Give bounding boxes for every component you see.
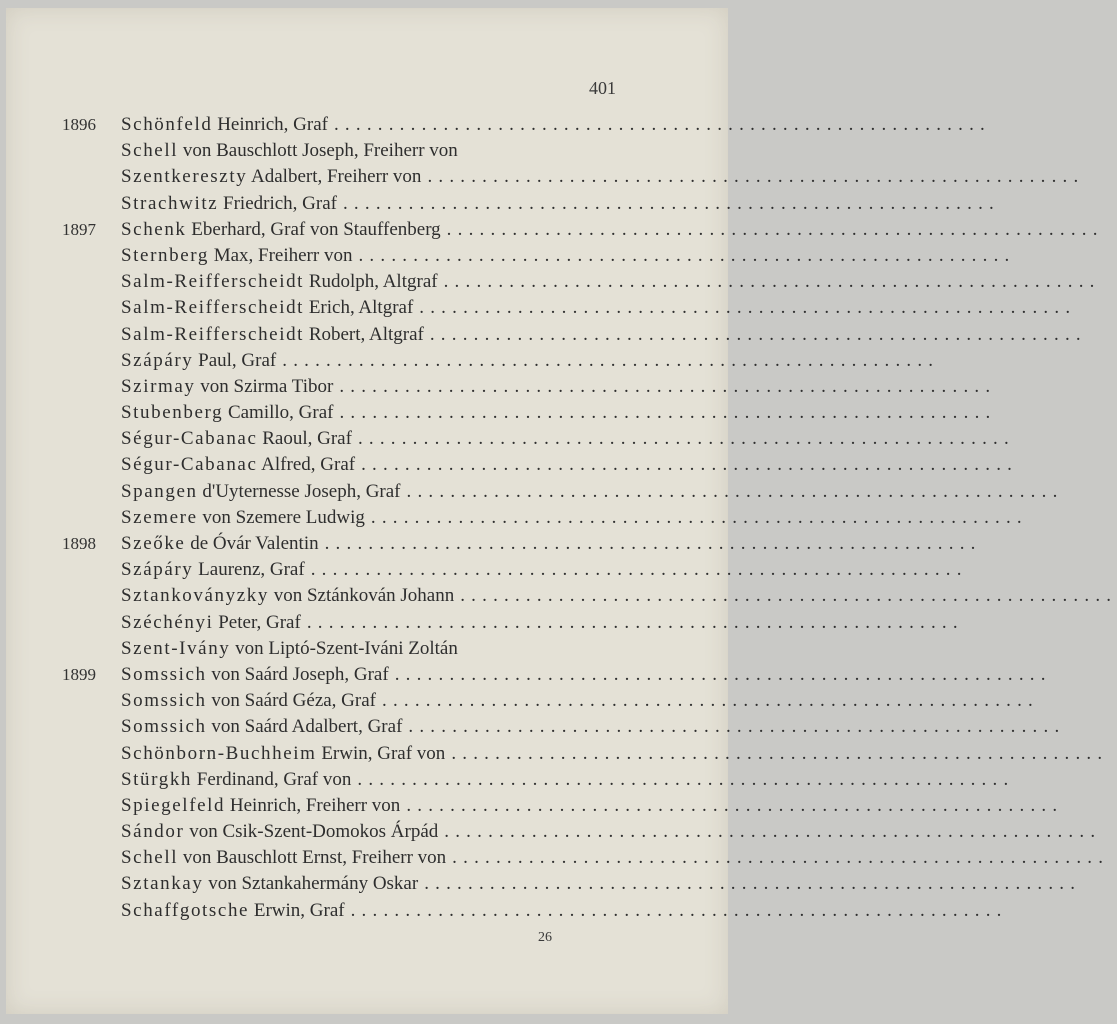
entry-name <box>121 716 402 738</box>
dot-leader: ............................................................ <box>446 218 1104 240</box>
dot-leader: ............................................................ <box>382 690 1039 712</box>
dot-leader: ............................................................ <box>339 402 997 424</box>
entry-surname: Szemere <box>121 506 198 528</box>
entry-surname: Szápáry <box>121 349 194 371</box>
entry-name <box>121 271 438 293</box>
entry-name <box>121 612 301 634</box>
list-item <box>62 559 968 585</box>
entry-surname: Salm-Reifferscheidt <box>121 323 305 345</box>
entry-details: von Szemere Ludwig <box>197 506 365 528</box>
dot-leader: ............................................................ <box>408 716 1066 738</box>
entry-name <box>121 350 276 372</box>
list-item <box>62 638 622 664</box>
list-item <box>62 873 1082 899</box>
entry-surname: Schaffgotsche <box>121 899 250 921</box>
dot-leader: ............................................................ <box>324 533 982 554</box>
list-item <box>62 114 991 140</box>
list-item <box>62 297 1077 323</box>
entry-surname: Szirmay <box>121 375 196 397</box>
entry-details: von Csik-Szent-Domokos Árpád <box>184 821 439 843</box>
list-item <box>62 480 1064 507</box>
dot-leader: ............................................................ <box>406 480 1064 502</box>
entry-surname: Stubenberg <box>121 402 224 424</box>
list-item <box>62 768 1015 795</box>
list-item <box>62 742 1109 769</box>
dot-leader: ............................................................ <box>357 428 1015 450</box>
entry-details: Ferdinand, Graf von <box>192 768 352 790</box>
dot-leader: ............................................................ <box>460 585 1117 607</box>
entry-name <box>121 664 389 686</box>
entry-details: Erwin, Graf <box>249 899 345 921</box>
entry-surname: Somssich <box>121 690 207 712</box>
entry-surname: Sternberg <box>121 244 209 266</box>
entry-details: Heinrich, Graf <box>212 114 328 135</box>
entry-surname: Schönborn-Buchheim <box>121 742 317 764</box>
list-item <box>62 506 1028 533</box>
entry-name <box>121 900 345 922</box>
entry-name <box>121 402 333 424</box>
entry-name <box>121 219 441 241</box>
entry-surname: Ségur-Cabanac <box>121 428 258 450</box>
dot-leader: ............................................................ <box>419 297 1077 319</box>
list-item <box>62 192 1000 219</box>
entry-surname: Salm-Reifferscheidt <box>121 297 305 319</box>
entry-details: Rudolph, Altgraf <box>304 271 438 293</box>
entry-name <box>121 297 413 319</box>
entry-details: von Bauschlott Joseph, Freiherr von <box>178 140 458 162</box>
entry-details: Erich, Altgraf <box>304 297 414 319</box>
entry-surname: Spiegelfeld <box>121 794 226 816</box>
dot-leader: ............................................................ <box>361 454 1019 476</box>
entry-surname: Spangen <box>121 480 198 502</box>
entry-surname: Szent-Ivány <box>121 637 231 659</box>
entry-details: d'Uyternesse Joseph, Graf <box>197 480 401 502</box>
signature-mark: 26 <box>538 930 552 945</box>
dot-leader: ............................................................ <box>424 873 1082 895</box>
entry-name <box>121 166 421 188</box>
entry-surname: Schell <box>121 140 179 162</box>
entry-details: Peter, Graf <box>213 611 301 633</box>
dot-leader: ............................................................ <box>358 244 1016 266</box>
entry-details: von Sztankahermány Oskar <box>203 873 419 895</box>
list-item <box>62 244 1016 271</box>
list-item <box>62 428 1015 454</box>
entry-details: Adalbert, Freiherr von <box>247 166 422 188</box>
entry-name <box>121 873 418 895</box>
list-item <box>62 533 982 559</box>
entry-name <box>121 507 365 529</box>
list-item <box>62 166 1085 192</box>
dot-leader: ............................................................ <box>429 323 1087 345</box>
entry-details: von Liptó-Szent-Iváni Zoltán <box>230 637 458 659</box>
entry-name <box>121 114 328 136</box>
entry-details: von Saárd Géza, Graf <box>206 690 376 712</box>
entry-name <box>121 376 333 398</box>
entry-surname: Schell <box>121 847 179 869</box>
entry-details: Alfred, Graf <box>257 454 356 476</box>
page-number: 401 <box>589 78 616 98</box>
entry-details: von Szirma Tibor <box>195 375 334 397</box>
entry-name <box>121 743 445 765</box>
list-item <box>62 690 1039 716</box>
entry-surname: Széchényi <box>121 611 214 633</box>
entry-name <box>121 428 352 450</box>
entry-name <box>121 690 376 712</box>
entry-surname: Sztankay <box>121 873 204 895</box>
list-item <box>62 899 1008 926</box>
entry-surname: Szentkereszty <box>121 166 248 188</box>
dot-leader: ............................................................ <box>427 166 1085 188</box>
entry-name <box>121 481 401 503</box>
entry-surname: Somssich <box>121 716 207 738</box>
entry-surname: Stürgkh <box>121 768 193 790</box>
entry-surname: Sándor <box>121 821 185 843</box>
entry-name <box>121 795 400 817</box>
dot-leader: ............................................................ <box>282 349 940 371</box>
dot-leader: ............................................................ <box>443 271 1101 293</box>
entry-name <box>121 559 305 581</box>
list-item <box>62 454 1019 480</box>
entry-surname: Sztankoványzky <box>121 585 269 607</box>
entry-details: von Saárd Adalbert, Graf <box>206 716 403 738</box>
entry-surname: Schenk <box>121 218 187 240</box>
entry-details: Heinrich, Freiherr von <box>225 794 401 816</box>
entry-surname: Somssich <box>121 663 207 685</box>
book-page <box>6 8 1117 1014</box>
list-item <box>62 218 1104 245</box>
entry-surname: Szeőke <box>121 533 186 554</box>
entry-name <box>121 769 351 791</box>
dot-leader: ............................................................ <box>357 768 1015 790</box>
entry-name <box>121 454 355 476</box>
entry-details: Erwin, Graf von <box>316 742 446 764</box>
list-item <box>62 611 964 638</box>
dot-leader: ............................................................ <box>342 192 1000 214</box>
list-item <box>62 323 1087 350</box>
entry-name <box>121 245 352 267</box>
entry-year: 1898 <box>62 534 96 553</box>
entry-name <box>121 533 319 555</box>
entry-surname: Strachwitz <box>121 192 219 214</box>
entry-details: Camillo, Graf <box>223 402 334 424</box>
dot-leader: ............................................................ <box>310 559 968 581</box>
entry-name <box>121 193 337 215</box>
list-item <box>62 349 940 376</box>
entry-details: von Bauschlott Ernst, Freiherr von <box>178 847 447 869</box>
entry-surname: Schönfeld <box>121 114 213 135</box>
list-item <box>62 271 1101 297</box>
entry-details: de Óvár Valentin <box>185 533 319 554</box>
entry-name <box>121 324 424 346</box>
dot-leader: ............................................................ <box>406 794 1064 816</box>
dot-leader: ............................................................ <box>452 847 1110 869</box>
entry-details: Laurenz, Graf <box>193 559 305 581</box>
entry-list <box>62 114 1117 926</box>
entry-details: Paul, Graf <box>193 349 277 371</box>
entry-name <box>121 821 438 843</box>
entry-year: 1897 <box>62 219 96 239</box>
entry-year: 1899 <box>62 664 96 684</box>
entry-year: 1896 <box>62 115 96 134</box>
list-item <box>62 794 1064 821</box>
entry-name <box>121 140 458 162</box>
dot-leader: ............................................................ <box>333 114 991 135</box>
dot-leader: ............................................................ <box>370 506 1028 528</box>
list-item <box>62 663 1052 690</box>
list-item <box>62 821 1102 847</box>
list-item <box>62 585 1117 611</box>
entry-surname: Szápáry <box>121 559 194 581</box>
list-item <box>62 375 997 402</box>
entry-details: Max, Freiherr von <box>208 244 353 266</box>
entry-details: Raoul, Graf <box>257 428 352 450</box>
entry-surname: Ségur-Cabanac <box>121 454 258 476</box>
entry-name <box>121 638 458 660</box>
entry-details: von Saárd Joseph, Graf <box>206 663 389 685</box>
list-item <box>62 847 1110 873</box>
dot-leader: ............................................................ <box>306 611 964 633</box>
dot-leader: ............................................................ <box>444 821 1102 843</box>
entry-details: Robert, Altgraf <box>304 323 424 345</box>
entry-name <box>121 585 454 607</box>
entry-details: Eberhard, Graf von Stauffenberg <box>186 218 441 240</box>
entry-details: Friedrich, Graf <box>218 192 337 214</box>
dot-leader: ............................................................ <box>394 663 1052 685</box>
dot-leader: ............................................................ <box>339 375 997 397</box>
dot-leader: ............................................................ <box>451 742 1109 764</box>
dot-leader: ............................................................ <box>350 899 1008 921</box>
list-item <box>62 402 997 428</box>
list-item <box>62 716 1066 742</box>
entry-name <box>121 847 446 869</box>
entry-details: von Sztánkován Johann <box>268 585 455 607</box>
list-item <box>62 140 622 166</box>
entry-surname: Salm-Reifferscheidt <box>121 271 305 293</box>
